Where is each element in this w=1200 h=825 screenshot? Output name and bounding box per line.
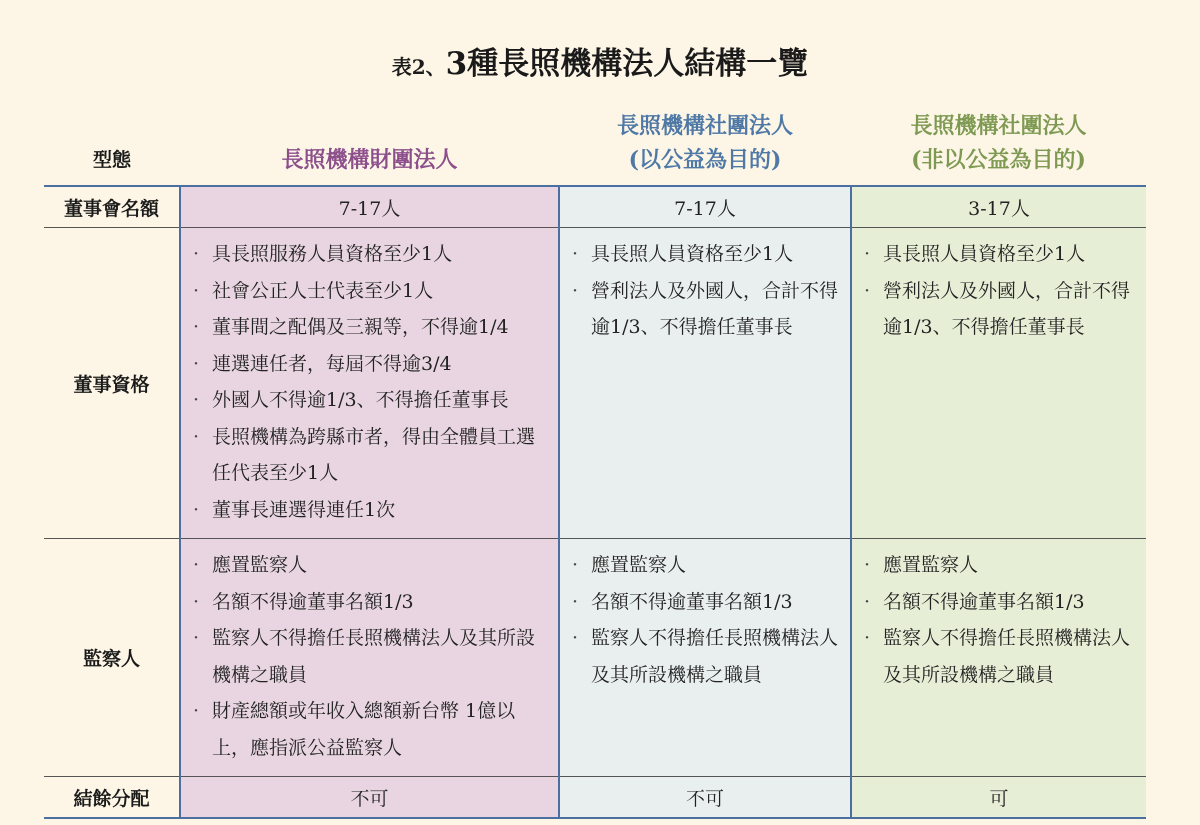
header-row bbox=[44, 97, 1146, 186]
row-label-surplus: 結餘分配 bbox=[44, 777, 180, 819]
list-supervisor-nonpublic bbox=[852, 539, 1146, 703]
cell-board-qualification-public bbox=[559, 228, 851, 539]
header-type: 型態 bbox=[92, 149, 131, 171]
list-item: · 具長照服務人員資格至少1人 bbox=[193, 236, 550, 273]
cell-board-size-nonpublic: 3-17人 bbox=[851, 186, 1146, 228]
list-item: · 董事間之配偶及三親等，不得逾1/4 bbox=[193, 309, 550, 346]
row-label-board-size: 董事會名額 bbox=[44, 186, 180, 228]
header-association-public bbox=[559, 97, 851, 186]
list-item: · 應置監察人 bbox=[864, 547, 1138, 584]
table-row-board-size bbox=[44, 186, 1146, 228]
cell-supervisor-public bbox=[559, 539, 851, 777]
table-number: 表2、 bbox=[391, 55, 446, 79]
header-association-public-line2: (以公益為目的) bbox=[628, 147, 782, 173]
header-foundation bbox=[180, 97, 559, 186]
table-row-board-qualification bbox=[44, 228, 1146, 539]
list-board-qualification-public bbox=[560, 228, 850, 356]
list-item: · 名額不得逾董事名額1/3 bbox=[572, 584, 842, 621]
cell-surplus-public: 不可 bbox=[559, 777, 851, 819]
list-item: · 營利法人及外國人，合計不得逾1/3、不得擔任董事長 bbox=[864, 273, 1138, 346]
list-item: · 應置監察人 bbox=[572, 547, 842, 584]
list-item: · 長照機構為跨縣市者，得由全體員工選任代表至少1人 bbox=[193, 419, 550, 492]
cell-supervisor-nonpublic bbox=[851, 539, 1146, 777]
row-label-supervisor: 監察人 bbox=[44, 539, 180, 777]
list-item: · 監察人不得擔任長照機構法人及其所設機構之職員 bbox=[193, 620, 550, 693]
list-item: · 連選連任者，每屆不得逾3/4 bbox=[193, 346, 550, 383]
cell-board-qualification-nonpublic bbox=[851, 228, 1146, 539]
header-association-nonpublic bbox=[851, 97, 1146, 186]
list-board-qualification-nonpublic bbox=[852, 228, 1146, 356]
list-supervisor-public bbox=[560, 539, 850, 703]
list-item: · 董事長連選得連任1次 bbox=[193, 492, 550, 529]
cell-board-qualification-foundation bbox=[180, 228, 559, 539]
table-row-supervisor bbox=[44, 539, 1146, 777]
list-item: · 名額不得逾董事名額1/3 bbox=[864, 584, 1138, 621]
cell-board-size-foundation: 7-17人 bbox=[180, 186, 559, 228]
header-association-nonpublic-line1: 長照機構社團法人 bbox=[910, 113, 1087, 139]
list-item: · 財產總額或年收入總額新台幣 1億以上，應指派公益監察人 bbox=[193, 693, 550, 766]
list-item: · 營利法人及外國人，合計不得逾1/3、不得擔任董事長 bbox=[572, 273, 842, 346]
table-title-text: 3種長照機構法人結構一覽 bbox=[445, 46, 809, 82]
list-item: · 監察人不得擔任長照機構法人及其所設機構之職員 bbox=[572, 620, 842, 693]
list-board-qualification-foundation bbox=[181, 228, 558, 538]
header-association-nonpublic-line2: (非以公益為目的) bbox=[911, 147, 1086, 173]
list-item: · 應置監察人 bbox=[193, 547, 550, 584]
table-row-surplus bbox=[44, 777, 1146, 819]
cell-surplus-nonpublic: 可 bbox=[851, 777, 1146, 819]
list-item: · 外國人不得逾1/3、不得擔任董事長 bbox=[193, 382, 550, 419]
header-foundation-label: 長照機構財團法人 bbox=[281, 147, 458, 173]
list-item: · 名額不得逾董事名額1/3 bbox=[193, 584, 550, 621]
header-association-public-line1: 長照機構社團法人 bbox=[616, 113, 793, 139]
row-label-board-qualification: 董事資格 bbox=[44, 228, 180, 539]
cell-surplus-foundation: 不可 bbox=[180, 777, 559, 819]
cell-supervisor-foundation bbox=[180, 539, 559, 777]
list-item: · 具長照人員資格至少1人 bbox=[864, 236, 1138, 273]
list-item: · 具長照人員資格至少1人 bbox=[572, 236, 842, 273]
list-item: · 社會公正人士代表至少1人 bbox=[193, 273, 550, 310]
list-item: · 監察人不得擔任長照機構法人及其所設機構之職員 bbox=[864, 620, 1138, 693]
comparison-table bbox=[44, 97, 1146, 819]
table-title bbox=[0, 38, 1200, 83]
cell-board-size-public: 7-17人 bbox=[559, 186, 851, 228]
list-supervisor-foundation bbox=[181, 539, 558, 776]
